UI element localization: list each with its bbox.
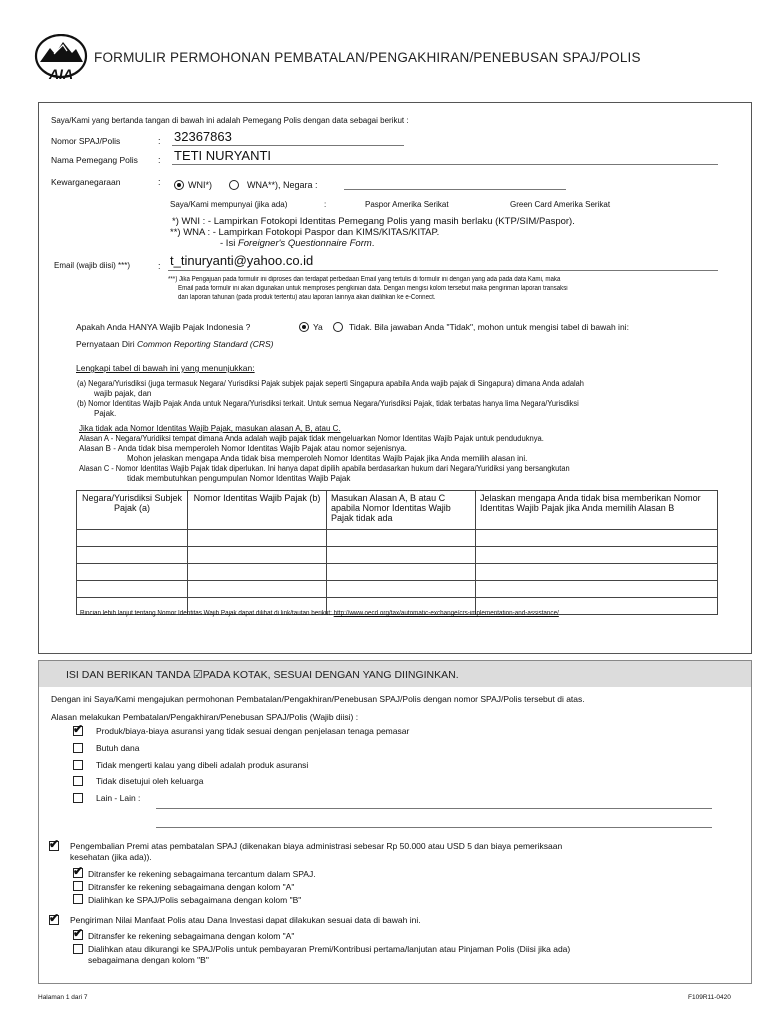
table-row bbox=[77, 530, 718, 547]
email-note-3: dan laporan tahunan (pada produk tertentu) atau laporan lainnya akan dialihkan ke e-Connect. bbox=[178, 294, 436, 301]
crs-col-nomor: Nomor Identitas Wajib Pajak (b) bbox=[188, 491, 327, 530]
pengiriman-checkbox[interactable] bbox=[49, 915, 59, 925]
crs-alasan-c-1: Alasan C - Nomor Identitas Wajib Pajak tidak diperlukan. Ini hanya dapat dipilih apabila berdasarkan hukum dari Negara/Yuridiksi yang bersangkutan bbox=[79, 464, 570, 473]
lain-lain-line-2[interactable] bbox=[156, 827, 712, 828]
email-note-1: ***) Jika Pengajuan pada formulir ini diproses dan terdapat perbedaan Email yang tertulis di formulir ini dengan yang ada pada data Kami, maka bbox=[168, 276, 561, 283]
pengembalian-text-1: Pengembalian Premi atas pembatalan SPAJ (dikenakan biaya administrasi sebesar Rp 50.000 atau USD 5 dan biaya pemeriksaan bbox=[70, 841, 563, 851]
pengembalian-opt-checkbox-0[interactable] bbox=[73, 868, 83, 878]
pengiriman-text: Pengiriman Nilai Manfaat Polis atau Dana Investasi dapat dilakukan sesuai data di bawah ini. bbox=[70, 915, 421, 925]
note-wni: *) WNI : - Lampirkan Fotokopi Identitas Pemegang Polis yang masih berlaku (KTP/SIM/Paspor). bbox=[172, 216, 575, 227]
crs-alasan-c-2: tidak membutuhkan pengumpulan Nomor Identitas Wajib Pajak bbox=[127, 474, 351, 483]
reason-checkbox-4[interactable] bbox=[73, 793, 83, 803]
reason-checkbox-3[interactable] bbox=[73, 776, 83, 786]
crs-table bbox=[76, 490, 718, 615]
green-card-option[interactable]: Green Card Amerika Serikat bbox=[510, 200, 611, 209]
pengembalian-opt-label-1: Ditransfer ke rekening sebagaimana dengan kolom "A" bbox=[88, 882, 295, 892]
crs-pernyataan: Pernyataan Diri Common Reporting Standard (CRS) bbox=[76, 339, 274, 349]
crs-col-alasan: Masukan Alasan A, B atau C apabila Nomor Identitas Wajib Pajak tidak ada bbox=[327, 491, 476, 530]
oecd-link[interactable]: http://www.oecd.org/tax/automatic-exchange/crs-implementation-and-assistance/ bbox=[333, 610, 559, 617]
aia-logo bbox=[34, 34, 88, 84]
crs-item-a-2: wajib pajak, dan bbox=[94, 389, 152, 398]
crs-item-a-1: (a) Negara/Yurisdiksi (juga termasuk Negara/ Yurisdiksi Pajak subjek pajak seperti Singapura apabila Anda wajib pajak di Singapura) dimana Anda adalah bbox=[77, 379, 584, 388]
crs-jika-tidak: Jika tidak ada Nomor Identitas Wajib Pajak, masukan alasan A, B, atau C. bbox=[79, 424, 341, 433]
wna-label: WNA**), Negara : bbox=[247, 180, 318, 190]
pengiriman-opt-label-2b: sebagaimana dengan kolom "B" bbox=[88, 955, 209, 965]
punya-label: Saya/Kami mempunyai (jika ada) bbox=[170, 200, 288, 209]
check-icon: ☑ bbox=[192, 669, 203, 681]
crs-item-b-1: (b) Nomor Identitas Wajib Pajak Anda untuk Negara/Yurisdiksi terkait. Untuk semua Negara/Yurisdiksi Pajak, tidak terbatas hanya lima Negara/Yurisdiksi bbox=[77, 399, 579, 408]
pengembalian-checkbox[interactable] bbox=[49, 841, 59, 851]
email-colon: : bbox=[158, 261, 161, 271]
crs-lengkapi: Lengkapi tabel di bawah ini yang menunjukkan: bbox=[76, 363, 255, 373]
nama-field[interactable]: TETI NURYANTI bbox=[174, 148, 272, 163]
nomor-colon: : bbox=[158, 136, 161, 146]
crs-alasan-b-2: Mohon jelaskan mengapa Anda tidak bisa memperoleh Nomor Identitas Wajib Pajak jika Anda memilih alasan ini. bbox=[127, 454, 528, 463]
crs-col-negara: Negara/Yurisdiksi Subjek Pajak (a) bbox=[77, 491, 188, 530]
punya-colon: : bbox=[324, 200, 327, 209]
lain-lain-line-1[interactable] bbox=[156, 808, 712, 809]
pengembalian-opt-label-2: Dialihkan ke SPAJ/Polis sebagaimana dengan kolom "B" bbox=[88, 895, 302, 905]
table-row bbox=[77, 564, 718, 581]
pengembalian-opt-checkbox-1[interactable] bbox=[73, 881, 83, 891]
crs-item-b-2: Pajak. bbox=[94, 409, 117, 418]
crs-question: Apakah Anda HANYA Wajib Pajak Indonesia ? bbox=[76, 322, 251, 332]
section1-intro: Saya/Kami yang bertanda tangan di bawah ini adalah Pemegang Polis dengan data sebagai berikut : bbox=[51, 116, 409, 125]
crs-alasan-a: Alasan A - Negara/Yuridiksi tempat dimana Anda adalah wajib pajak tidak mengeluarkan Nomor Identitas Wajib Pajak untuk penduduknya. bbox=[79, 434, 544, 443]
logo-text: AIA bbox=[48, 66, 74, 82]
reason-label-1: Butuh dana bbox=[96, 743, 140, 753]
email-label: Email (wajib diisi) ***) bbox=[54, 261, 131, 270]
nomor-field[interactable]: 32367863 bbox=[174, 129, 232, 144]
pengembalian-text-2: kesehatan (jika ada)). bbox=[70, 852, 152, 862]
nomor-label: Nomor SPAJ/Polis bbox=[51, 136, 121, 146]
kewarganegaraan-label: Kewarganegaraan bbox=[51, 177, 121, 187]
pengiriman-opt-label-2a: Dialihkan atau dikurangi ke SPAJ/Polis untuk pembayaran Premi/Kontribusi pertama/lanjutan atau Pinjaman Polis (Diisi jika ada) bbox=[88, 944, 571, 954]
crs-col-jelaskan: Jelaskan mengapa Anda tidak bisa memberikan Nomor Identitas Wajib Pajak jika Anda memilih Alasan B bbox=[476, 491, 718, 530]
crs-rincian: Rincian lebih lanjut tentang Nomor Identitas Wajib Pajak dapat dilihat di link/tautan berikut: http://www.oecd.org/tax/automatic-exchange/crs-implementation-and-assistance/ bbox=[80, 610, 559, 617]
reason-label-0: Produk/biaya-biaya asuransi yang tidak sesuai dengan penjelasan tenaga pemasar bbox=[96, 726, 410, 736]
page-number: Halaman 1 dari 7 bbox=[38, 994, 88, 1001]
pengiriman-opt-label-1: Ditransfer ke rekening sebagaimana dengan kolom "A" bbox=[88, 931, 295, 941]
nama-label: Nama Pemegang Polis bbox=[51, 155, 138, 165]
crs-ya-radio[interactable] bbox=[299, 322, 309, 332]
pengiriman-opt-checkbox-1[interactable] bbox=[73, 930, 83, 940]
pengembalian-opt-checkbox-2[interactable] bbox=[73, 894, 83, 904]
form-title: FORMULIR PERMOHONAN PEMBATALAN/PENGAKHIRAN/PENEBUSAN SPAJ/POLIS bbox=[94, 50, 641, 65]
crs-alasan-b-1: Alasan B - Anda tidak bisa memperoleh Nomor Identitas Wajib Pajak atau nomor sejenisnya. bbox=[79, 444, 407, 453]
reason-checkbox-2[interactable] bbox=[73, 760, 83, 770]
alasan-label: Alasan melakukan Pembatalan/Pengakhiran/Penebusan SPAJ/Polis (Wajib diisi) : bbox=[51, 712, 359, 722]
pengiriman-opt-checkbox-2[interactable] bbox=[73, 944, 83, 954]
nama-colon: : bbox=[158, 155, 161, 165]
reason-checkbox-1[interactable] bbox=[73, 743, 83, 753]
reason-checkbox-0[interactable] bbox=[73, 726, 83, 736]
reason-label-4: Lain - Lain : bbox=[96, 793, 141, 803]
table-row bbox=[77, 547, 718, 564]
email-note-2: Email pada formulir ini akan digunakan untuk memproses pengkinian data. Dengan mengisi kolom tersebut maka pengiriman laporan transaksi bbox=[178, 285, 568, 292]
crs-tidak-radio[interactable] bbox=[333, 322, 343, 332]
form-code: F109R11-0420 bbox=[688, 994, 731, 1001]
table-row bbox=[77, 581, 718, 598]
note-wna-2: - Isi Foreigner's Questionnaire Form. bbox=[220, 238, 375, 249]
section2-intro: Dengan ini Saya/Kami mengajukan permohonan Pembatalan/Pengakhiran/Penebusan SPAJ/Polis dengan nomor SPAJ/Polis tersebut di atas. bbox=[51, 694, 585, 704]
crs-tidak-label: Tidak. Bila jawaban Anda "Tidak", mohon untuk mengisi tabel di bawah ini: bbox=[349, 322, 629, 332]
pengembalian-opt-label-0: Ditransfer ke rekening sebagaimana tercantum dalam SPAJ. bbox=[88, 869, 316, 879]
wni-label: WNI*) bbox=[188, 180, 212, 190]
kewarganegaraan-colon: : bbox=[158, 177, 161, 187]
reason-label-2: Tidak mengerti kalau yang dibeli adalah produk asuransi bbox=[96, 760, 309, 770]
crs-ya-label: Ya bbox=[313, 322, 323, 332]
wni-radio[interactable] bbox=[174, 180, 184, 190]
email-field[interactable]: t_tinuryanti@yahoo.co.id bbox=[170, 253, 314, 268]
paspor-as-option[interactable]: Paspor Amerika Serikat bbox=[365, 200, 449, 209]
reason-label-3: Tidak disetujui oleh keluarga bbox=[96, 776, 204, 786]
note-wna-1: **) WNA : - Lampirkan Fotokopi Paspor dan KIMS/KITAS/KITAP. bbox=[170, 227, 440, 238]
banner-text: ISI DAN BERIKAN TANDA ☑PADA KOTAK, SESUAI DENGAN YANG DIINGINKAN. bbox=[66, 669, 459, 681]
wna-radio[interactable] bbox=[229, 180, 239, 190]
